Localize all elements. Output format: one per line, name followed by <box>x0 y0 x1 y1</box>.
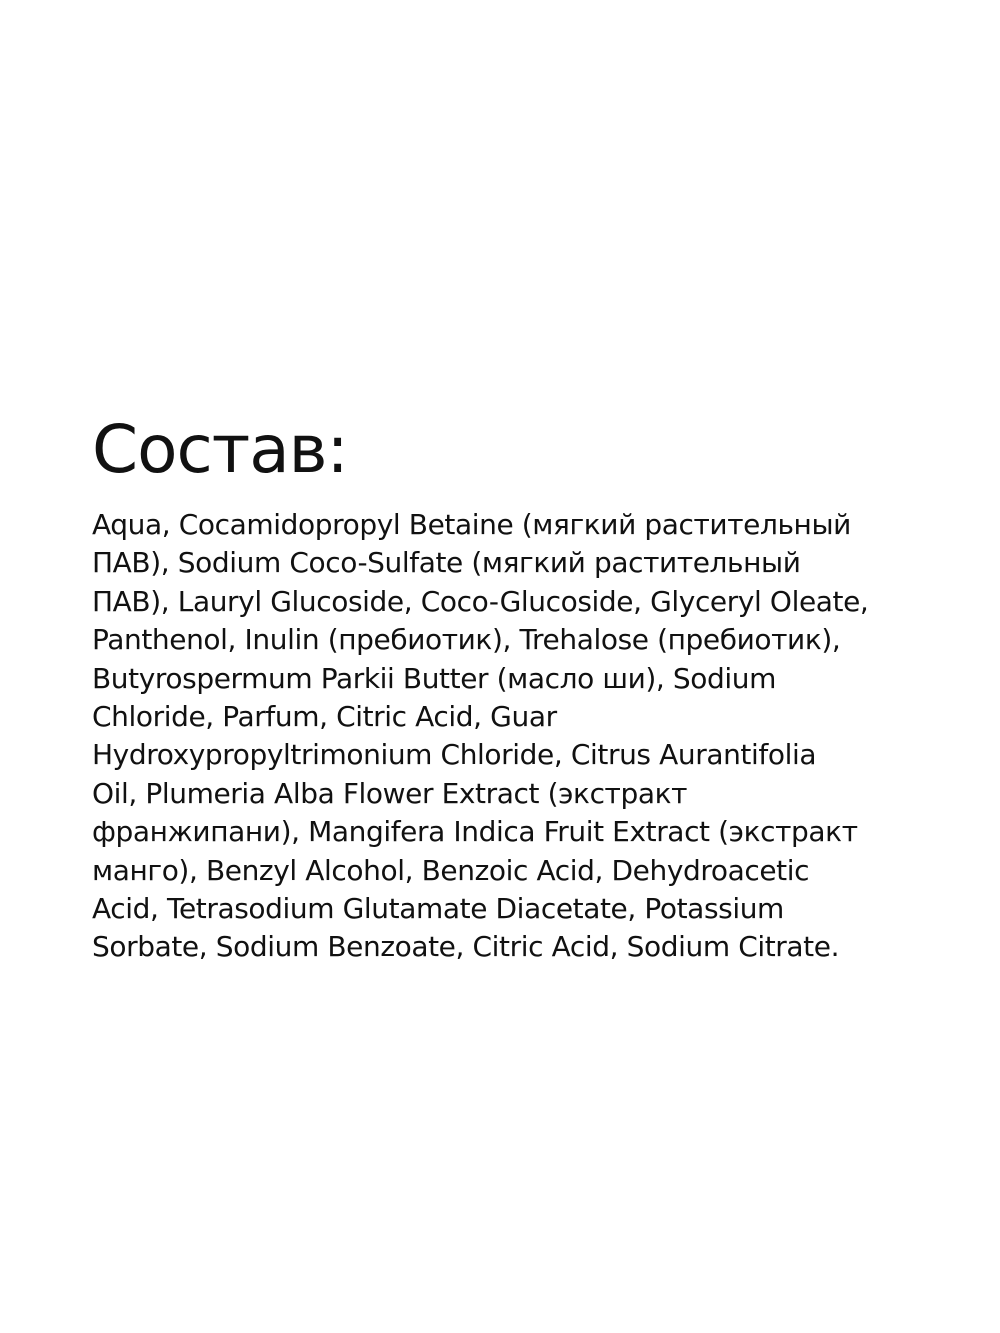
ingredients-line: Hydroxypropyltrimonium Chloride, Citrus Aurantifolia <box>92 738 817 772</box>
ingredients-list <box>92 506 932 967</box>
ingredients-line: Chloride, Parfum, Citric Acid, Guar <box>92 700 557 734</box>
ingredients-line: Aqua, Cocamidopropyl Betaine (мягкий растительный <box>92 508 851 541</box>
composition-heading: Состав: <box>92 411 348 488</box>
ingredients-line: Butyrospermum Parkii Butter (масло ши), Sodium <box>92 661 777 695</box>
ingredients-line: ПАВ), Sodium Coco-Sulfate (мягкий растительный <box>92 546 801 580</box>
ingredients-line: манго), Benzyl Alcohol, Benzoic Acid, Dehydroacetic <box>92 853 810 887</box>
ingredients-line: Oil, Plumeria Alba Flower Extract (экстракт <box>92 776 688 810</box>
ingredients-line: Panthenol, Inulin (пребиотик), Trehalose (пребиотик), <box>92 623 841 657</box>
ingredients-line: Sorbate, Sodium Benzoate, Citric Acid, Sodium Citrate. <box>92 930 840 964</box>
ingredients-line: ПАВ), Lauryl Glucoside, Coco-Glucoside, Glyceryl Oleate, <box>92 584 869 618</box>
ingredients-line: франжипани), Mangifera Indica Fruit Extract (экстракт <box>92 815 858 849</box>
ingredients-line: Acid, Tetrasodium Glutamate Diacetate, Potassium <box>92 892 784 926</box>
composition-section <box>92 410 932 967</box>
